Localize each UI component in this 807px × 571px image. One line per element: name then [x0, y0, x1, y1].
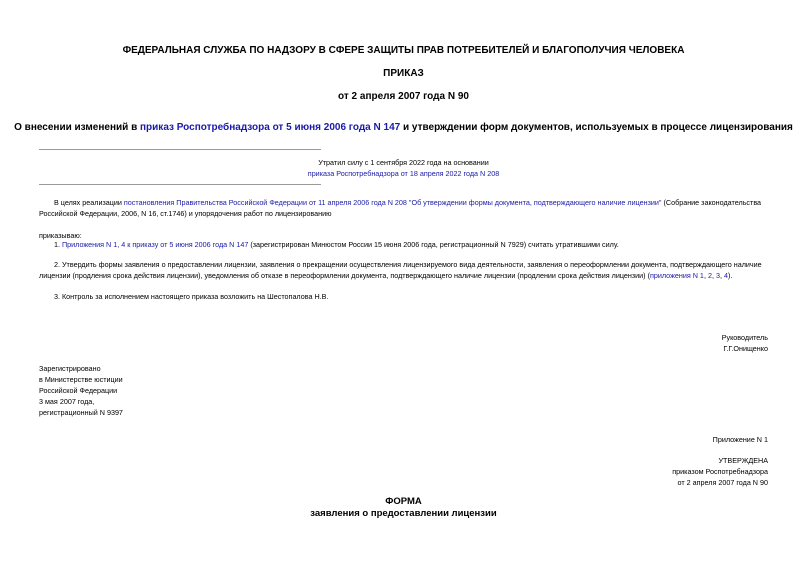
preamble-line2: Российской Федерации, 2006, N 16, ст.1746) и упорядочения работ по лицензированию: [39, 209, 332, 218]
agency-heading: ФЕДЕРАЛЬНАЯ СЛУЖБА ПО НАДЗОРУ В СФЕРЕ ЗАЩИТЫ ПРАВ ПОТРЕБИТЕЛЕЙ И БЛАГОПОЛУЧИЯ ЧЕЛОВЕКА: [122, 45, 685, 56]
doc-title: [0, 122, 807, 133]
item-2-sep: ,: [719, 271, 724, 280]
item-2-line1: 2. Утвердить формы заявления о предоставлении лицензии, заявления о прекращении осуществления лицензируемого вида деятельности, заявления о переоформлении документа, подтверждающего наличие: [54, 260, 762, 269]
registration-line: в Министерстве юстиции: [39, 375, 123, 384]
item-2-sep: ,: [703, 271, 708, 280]
registration-number: регистрационный N 9397: [39, 408, 123, 417]
order-word: приказываю:: [39, 231, 82, 240]
item-1: [54, 239, 619, 250]
appendix-date: от 2 апреля 2007 года N 90: [677, 478, 768, 487]
registration-block: [39, 363, 123, 418]
appendix-approved: УТВЕРЖДЕНА: [718, 456, 768, 465]
item-2-sep: ,: [711, 271, 716, 280]
preamble-link-decree-208[interactable]: постановления Правительства Российской Федерации от 11 апреля 2006 года N 208 "Об утверждении формы документа, подтверждающего наличие лицензии": [123, 198, 662, 207]
item-2-line2-prefix: лицензии (продления срока действия лицензии), уведомления об отказе в переоформлении документа, подтверждающего наличие лицензии (продлении срока действия лицензии) (: [39, 271, 650, 280]
item-1-link-appendices[interactable]: Приложения N 1, 4 к приказу от 5 июня 2006 года N 147: [62, 240, 249, 249]
doc-date-number: от 2 апреля 2007 года N 90: [338, 91, 469, 102]
form-title: ФОРМА: [385, 496, 422, 507]
item-1-num: 1.: [54, 240, 62, 249]
signature-role: Руководитель: [721, 333, 768, 342]
appendix-approval: [672, 455, 768, 488]
divider-top: [39, 149, 321, 150]
registration-line: 3 мая 2007 года,: [39, 397, 95, 406]
appendix-by: приказом Роспотребнадзора: [672, 467, 768, 476]
item-2: [39, 259, 769, 281]
status-link-order-208[interactable]: приказа Роспотребнадзора от 18 апреля 2022 года N 208: [307, 169, 500, 178]
appendix-label: Приложение N 1: [712, 435, 768, 444]
form-subtitle: заявления о предоставлении лицензии: [310, 508, 497, 519]
item-1-suffix: (зарегистрирован Минюстом России 15 июня 2006 года, регистрационный N 7929) считать утратившими силу.: [248, 240, 619, 249]
preamble: [39, 197, 769, 219]
registration-line: Российской Федерации: [39, 386, 118, 395]
title-prefix: О внесении изменений в: [14, 122, 141, 133]
signature-name: Г.Г.Онищенко: [723, 344, 768, 353]
status-link-wrap: [0, 168, 807, 179]
signature: [722, 332, 768, 354]
doc-type-heading: ПРИКАЗ: [383, 68, 424, 79]
title-suffix: и утверждении форм документов, используемых в процессе лицензирования: [400, 122, 793, 133]
item-2-line2-suffix: ).: [727, 271, 733, 280]
item-2-link-appendix-4[interactable]: 4: [723, 271, 728, 280]
title-link-order-147[interactable]: приказ Роспотребнадзора от 5 июня 2006 года N 147: [140, 122, 401, 133]
item-2-link-appendix-2[interactable]: 2: [707, 271, 712, 280]
preamble-prefix: В целях реализации: [54, 198, 124, 207]
divider-bottom: [39, 184, 321, 185]
item-2-link-appendix-1[interactable]: приложения N 1: [649, 271, 704, 280]
item-2-link-appendix-3[interactable]: 3: [715, 271, 720, 280]
item-3: 3. Контроль за исполнением настоящего приказа возложить на Шестопалова Н.В.: [54, 292, 329, 301]
status-line: Утратил силу с 1 сентября 2022 года на основании: [318, 158, 489, 167]
registration-line: Зарегистрировано: [39, 364, 101, 373]
preamble-line1-suffix: (Собрание законодательства: [661, 198, 762, 207]
